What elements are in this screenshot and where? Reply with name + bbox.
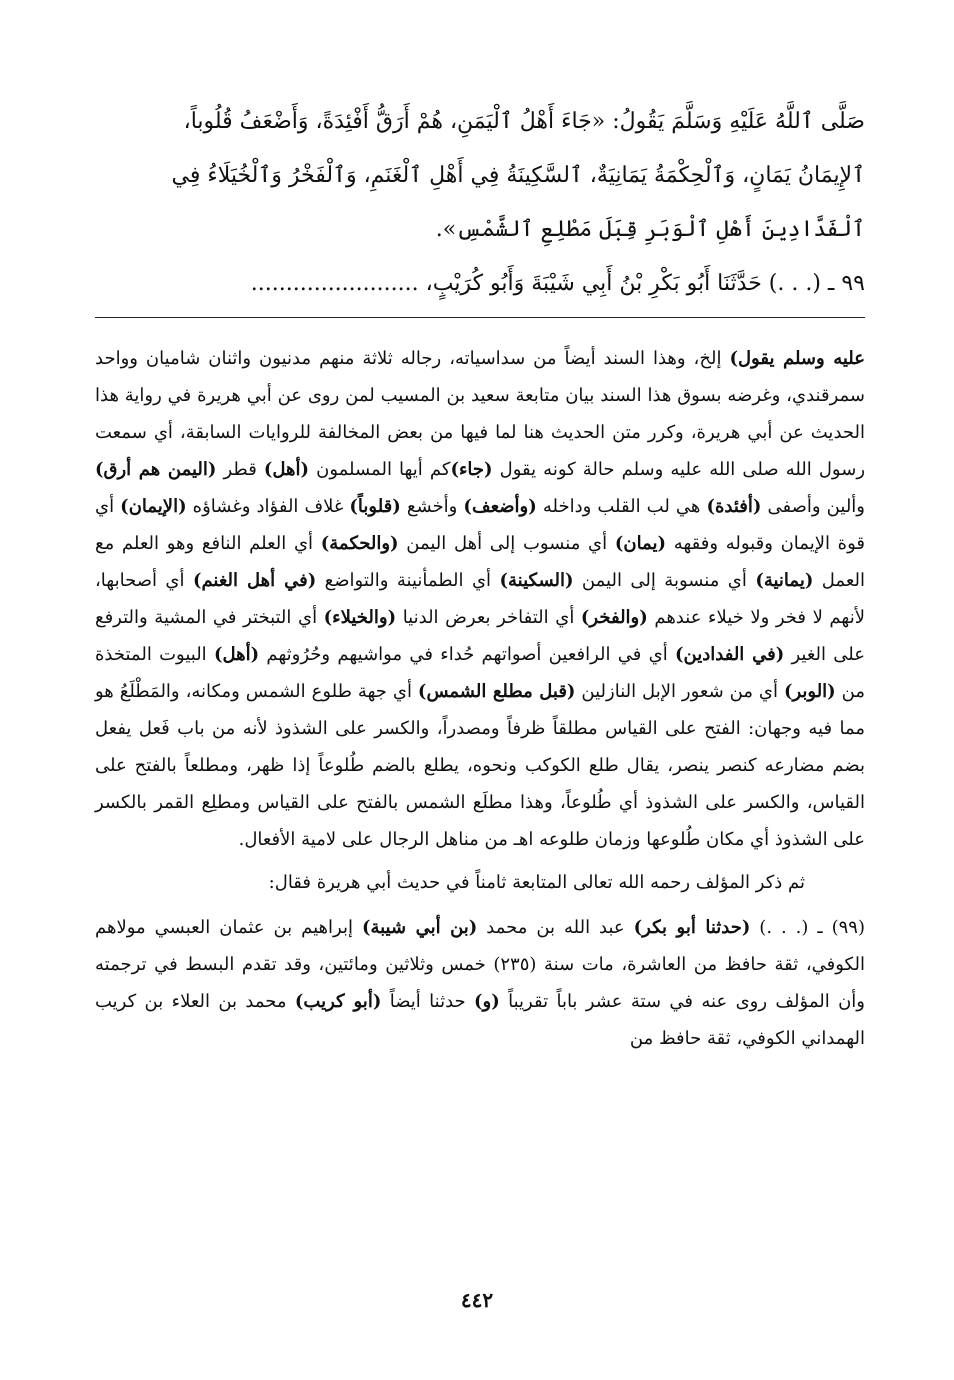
bold-term: (قلوباً) xyxy=(349,496,401,517)
commentary-text: كم أيها المسلمون xyxy=(309,459,451,480)
commentary-section xyxy=(95,340,865,1057)
bold-term: (اليمن هم أرق) xyxy=(95,459,217,480)
bold-term: (أفئدة) xyxy=(706,496,762,517)
bold-term: (السكينة) xyxy=(499,570,574,591)
commentary-text: قطر xyxy=(216,459,264,480)
hadith-99-text: ٩٩ ـ (. . .) حَدَّثَنَا أَبُو بَكْرِ بْنُ أَبِي شَيْبَةَ وَأَبُو كُرَيْبٍ، xyxy=(425,271,865,296)
commentary-text: وألين وأصفى xyxy=(761,496,865,517)
author-note: ثم ذكر المؤلف رحمه الله تعالى المتابعة ثامناً في حديث أبي هريرة فقال: xyxy=(268,872,805,893)
commentary-text: أي في الرافعين أصواتهم حُداء في مواشيهم وحُرُوثهم xyxy=(259,644,676,665)
commentary-text: وأخشع xyxy=(400,496,464,517)
bold-term: (الإيمان) xyxy=(120,496,187,517)
commentary-text: أي التفاخر بعرض الدنيا xyxy=(396,607,581,628)
commentary-text: أي جهة طلوع الشمس ومكانه، والمَطْلَعُ هو مما فيه وجهان: الفتح على القياس مطلقاً ظرفاً ومصدراً، والكسر على الشذوذ لأنه من باب فَعل يفعل بضم مضارعه كنصر ينصر، يقال طلع الكوكب ونحوه، يطلع بالضم طُلوعاً إذا ظهر، ومطلعاً بالفتح على القياس، والكسر على الشذوذ أي طُلوعاً، وهذا مطلَع الشمس بالفتح على القياس ومطلِع القمر بالكسر على الشذوذ أي مكان طُلوعها وزمان طلوعه اهـ من مناهل الرجال على لامية الأفعال. xyxy=(95,681,865,850)
commentary-text: حدثنا أيضاً xyxy=(381,991,475,1012)
hadith-99-dots: ........................ xyxy=(250,271,419,296)
book-page xyxy=(95,95,866,1049)
bold-term: (قبل مطلع الشمس) xyxy=(417,681,576,702)
bold-term: (أبو كريب) xyxy=(294,991,382,1012)
bold-term: (والفخر) xyxy=(580,607,648,628)
commentary-text: أي منسوب إلى أهل اليمن xyxy=(398,533,615,554)
main-text-line: ٱلْفَدَّادِينَ أَهْلِ ٱلْوَبَرِ قِبَلَ مَطْلِعِ ٱلشَّمْسِ». xyxy=(435,217,865,242)
commentary-paragraph xyxy=(95,909,865,1057)
commentary-text: البيوت المتخذة من xyxy=(95,644,865,702)
commentary-text: هي لب القلب وداخله xyxy=(536,496,707,517)
bold-term: (والخيلاء) xyxy=(323,607,397,628)
commentary-text: (٩٩) ـ (. . .) xyxy=(750,917,866,938)
footnote-divider xyxy=(95,317,865,318)
main-hadith-text xyxy=(95,95,865,327)
bold-term: (جاء) xyxy=(450,459,493,480)
bold-term: (في أهل الغنم) xyxy=(192,570,317,591)
bold-term: (يمانية) xyxy=(755,570,814,591)
commentary-text: إبراهيم بن عثمان العبسي مولاهم الكوفي، ثقة حافظ من العاشرة، مات سنة (٢٣٥) خمس وثلاثين ومائتين، وقد تقدم البسط في ترجمته وأن المؤلف روى عنه في ستة عشر باباً تقريباً xyxy=(95,917,865,1012)
commentary-text: أي من شعور الإبل النازلين xyxy=(575,681,784,702)
commentary-text: إلخ، وهذا السند أيضاً من سداسياته، رجاله ثلاثة منهم مدنيون واثنان شاميان وواحد سمرقندي، وغرضه بسوق هذا السند بيان متابعة سعيد بن المسيب لمن روى عن أبي هريرة في رواية هذا الحديث عن أبي هريرة، وكرر متن الحديث هنا لما فيها من بعض المخالفة للروايات السابقة، أي سمعت رسول الله صلى الله عليه وسلم حالة كونه يقول xyxy=(95,348,866,480)
bold-term: (حدثنا أبو بكر) xyxy=(633,917,751,938)
bold-term: (في الفدادين) xyxy=(675,644,785,665)
main-text-line: صَلَّى ٱللَّهُ عَلَيْهِ وَسَلَّمَ يَقُولُ: «جَاءَ أَهْلُ ٱلْيَمَنِ، هُمْ أَرَقُّ أَفْئِدَةً، وَأَضْعَفُ قُلُوباً، xyxy=(183,109,865,134)
bold-term: (الوبر) xyxy=(783,681,836,702)
commentary-text: أي منسوبة إلى اليمن xyxy=(573,570,756,591)
bold-term: (والحكمة) xyxy=(320,533,399,554)
bold-term: (أهل) xyxy=(263,459,310,480)
main-text-line: ٱلإِيمَانُ يَمَانٍ، وَٱلْحِكْمَةُ يَمَانِيَةٌ، ٱلسَّكِينَةُ فِي أَهْلِ ٱلْغَنَمِ، وَٱلْفَخْرُ وَٱلْخُيَلَاءُ فِي xyxy=(171,163,865,188)
bold-term: (وأضعف) xyxy=(463,496,537,517)
commentary-text: أي الطمأنينة والتواضع xyxy=(316,570,500,591)
commentary-paragraph xyxy=(95,340,865,858)
page-number: ٤٤٢ xyxy=(460,1288,494,1312)
bold-term: عليه وسلم يقول) xyxy=(729,348,865,369)
commentary-text: عبد الله بن محمد xyxy=(477,917,634,938)
commentary-text: محمد بن العلاء بن كريب الهمداني الكوفي، ثقة حافظ من xyxy=(95,991,865,1049)
commentary-text: أي التبختر في المشية والترفع على الغير xyxy=(95,607,865,665)
commentary-text: غلاف الفؤاد وغشاؤه xyxy=(186,496,350,517)
bold-term: (أهل) xyxy=(213,644,260,665)
bold-term: (يمان) xyxy=(614,533,666,554)
commentary-text: أي قوة الإيمان وقبوله وفقهه xyxy=(95,496,865,554)
bold-term: (بن أبي شيبة) xyxy=(361,917,478,938)
bold-term: (و) xyxy=(474,991,500,1012)
commentary-text: أي أصحابها، لأنهم لا فخر ولا خيلاء عندهم xyxy=(95,570,865,628)
commentary-text: أي العلم النافع وهو العلم مع العمل xyxy=(95,533,865,591)
hadith-99-line xyxy=(95,257,865,311)
